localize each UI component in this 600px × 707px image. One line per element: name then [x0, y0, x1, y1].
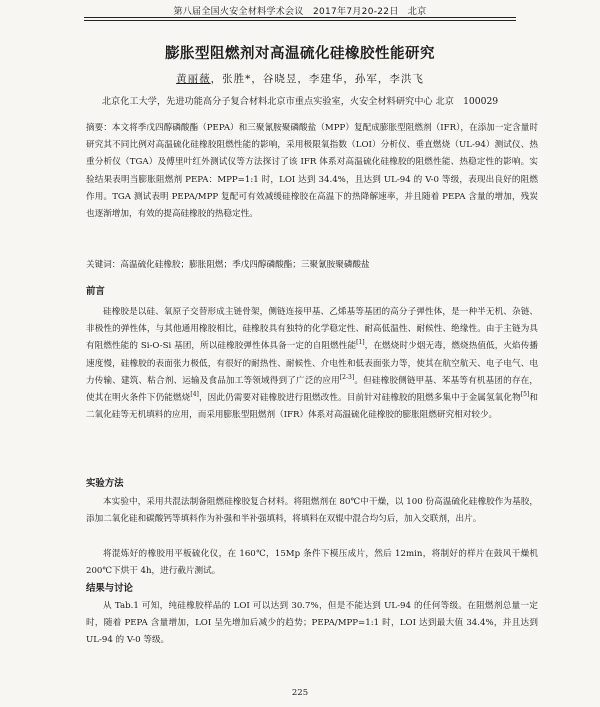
citation-1: [1] — [356, 339, 365, 347]
keywords-text: 高温硫化硅橡胶；膨胀阻燃；季戊四醇磷酸酯；三聚氰胺聚磷酸盐 — [120, 260, 370, 270]
citation-4: [5] — [520, 391, 530, 399]
affiliation: 北京化工大学，先进功能高分子复合材料北京市重点实验室，火安全材料研究中心 北京 100029 — [101, 96, 499, 107]
keywords — [86, 257, 538, 274]
intro-text-c: 。但硅橡胶侧链甲基、苯基等有机基团的存在，使其在明火条件下仍能燃烧 — [86, 375, 538, 404]
paper-title: 膨胀型阻燃剂对高温硫化硅橡胶性能研究 — [165, 46, 435, 62]
intro-text-e: 和二氧化硅等无机填料的应用，而采用膨胀型阻燃剂（IFR）体系对高温硫化硅橡胶的膨胀阻燃研究相对较少。 — [86, 393, 538, 421]
header-rule-thick — [84, 17, 516, 18]
abstract-text: 本文将季戊四醇磷酸酯（PEPA）和三聚氰胺聚磷酸盐（MPP）复配成膨胀型阻燃剂（IFR），在添加一定含量时研究其不同比例对高温硫化硅橡胶阻燃性能的影响，采用极限氧指数（LOI）分析仪、垂直燃烧（UL-94）测试仪、热重分析仪（TGA）及傅里叶红外测试仪等方法探讨了该 IFR 体系对高温硫化硅橡胶的阻燃性能、热稳定性的影响。实验结果表明当膨胀阻燃剂 PEPA：MPP=1:1 时，LOI 达到 34.4%，且达到 UL-94 的 V-0 等级，表现出良好的阻燃作用。TGA 测试表明 PEPA/MPP 复配可有效减缓硅橡胶在高温下的热降解速率，并且随着 PEPA 含量的增加，残炭也逐渐增加，有效的提高硅橡胶的热稳定性。 — [86, 123, 538, 220]
method-paragraph-2: 将混炼好的橡胶用平板硫化仪，在 160℃，15Mp 条件下模压成片，然后 12min，将制好的样片在鼓风干燥机 200℃下烘干 4h，进行截片测试。 — [86, 549, 538, 577]
citation-2: [2-3] — [339, 373, 355, 381]
header-rule-thin — [84, 20, 516, 21]
keywords-label: 关键词： — [86, 260, 121, 270]
page-number: 225 — [291, 688, 309, 698]
running-head: 第八届全国火安全材料学术会议 2017年7月20-22日 北京 — [173, 7, 427, 17]
intro-text-a: 硅橡胶是以硅、氧原子交替形成主链骨架，侧链连接甲基、乙烯基等基团的高分子弹性体，是一种半无机、杂链、非极性的弹性体，与其他通用橡胶相比，硅橡胶具有独特的化学稳定性、耐高低温性、耐候性、绝缘性。由于主链为具有阻燃性能的 Si-O-Si 基团，所以硅橡胶弹性体具备一定的自阻燃性能 — [86, 307, 538, 352]
intro-paragraph — [86, 304, 538, 424]
intro-text-d: ，因此仍需要对硅橡胶进行阻燃改性。目前针对硅橡胶的阻燃多集中于金属氢氧化物 — [198, 393, 521, 404]
first-author: 黄丽薇 — [176, 73, 211, 85]
section-heading-results: 结果与讨论 — [86, 583, 133, 594]
method-paragraph-1: 本实验中，采用共混法制备阻燃硅橡胶复合材料。将阻燃剂在 80℃中干燥，以 100 份高温硫化硅橡胶作为基胶，添加二氧化硅和碳酸钙等填料作为补强和半补强填料，将填料在双辊中混合均匀后，加入交联剂，出片。 — [86, 497, 538, 525]
citation-3: [4] — [190, 391, 199, 399]
intro-text-b: ，在燃烧时少烟无毒，燃烧热值低，火焰传播速度慢，硅橡胶的表面张力极低，有很好的耐热性、耐候性、介电性和低表面张力等，使其在航空航天、电子电气、电力传输、建筑、粘合剂、运输及食品加工等领域得到了广泛的应用 — [86, 341, 538, 386]
section-heading-method: 实验方法 — [86, 478, 124, 489]
author-list — [140, 71, 460, 86]
abstract-label: 摘要： — [86, 123, 112, 133]
section-heading-intro: 前言 — [86, 286, 105, 297]
other-authors: ，张胜*，谷晓昱，李建华，孙军，李洪飞 — [210, 73, 424, 85]
abstract — [86, 120, 538, 223]
results-paragraph: 从 Tab.1 可知，纯硅橡胶样品的 LOI 可以达到 30.7%，但是不能达到 UL-94 的任何等级。在阻燃剂总量一定时，随着 PEPA 含量增加，LOI 呈先增加后减少的趋势；PEPA/MPP=1:1 时，LOI 达到最大值 34.4%，并且达到 UL-94 的 V-0 等级。 — [86, 601, 538, 646]
